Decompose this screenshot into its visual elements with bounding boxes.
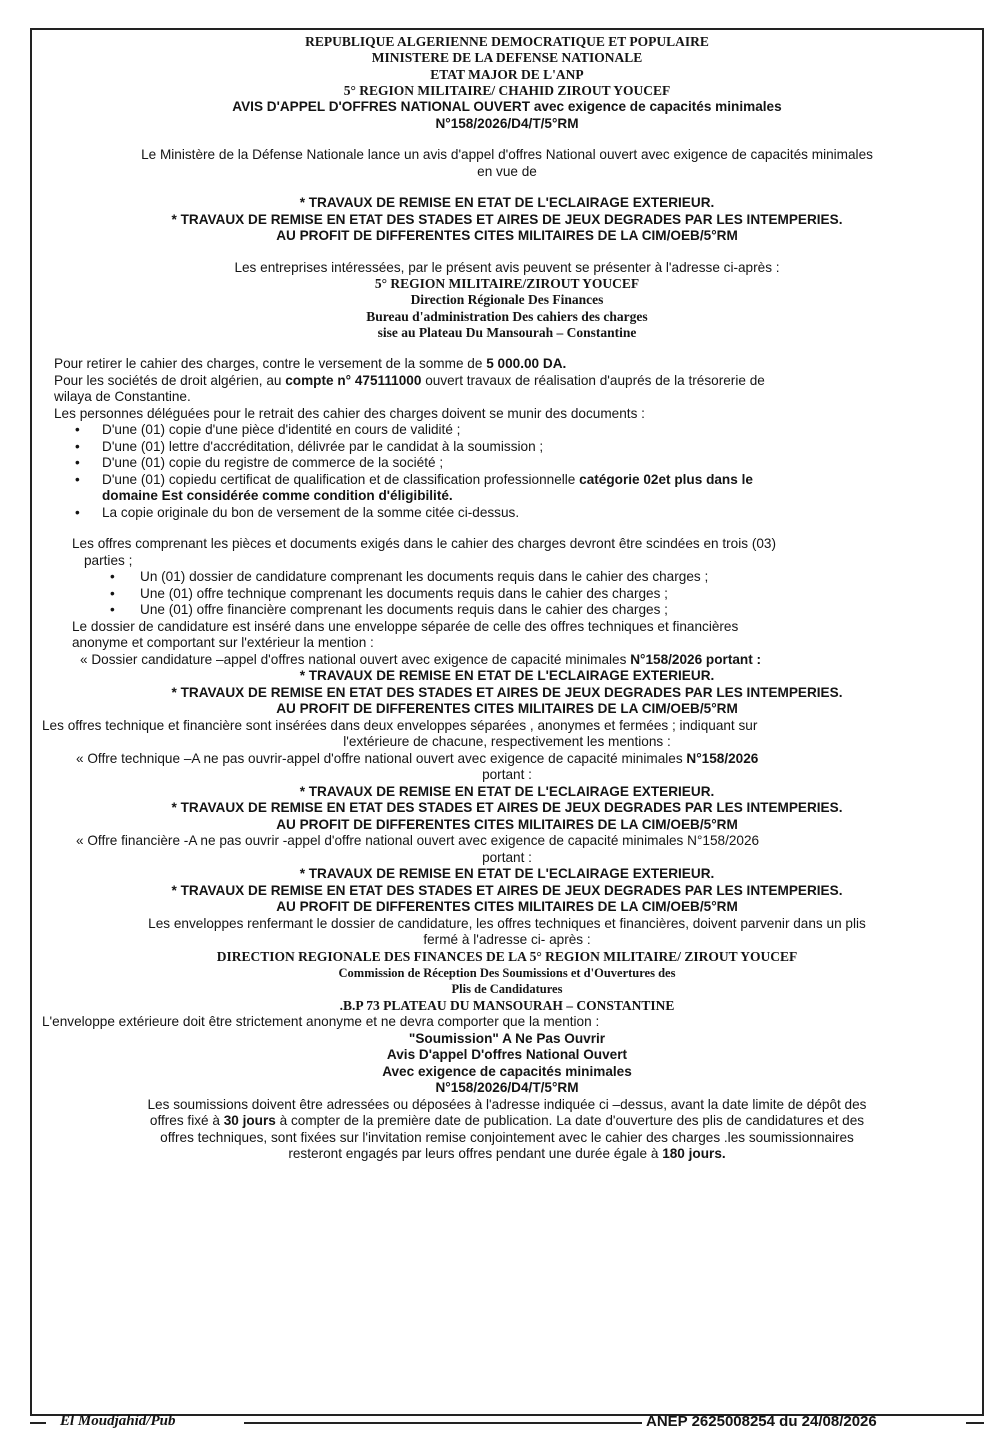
work-item: * TRAVAUX DE REMISE EN ETAT DES STADES ET AIRES DE JEUX DEGRADES PAR LES INTEMPERIES. — [171, 211, 843, 227]
list-item: • Une (01) offre financière comprenant les documents requis dans le cahier des charges ; — [140, 602, 972, 619]
tech-mention: « Offre technique –A ne pas ouvrir-appel d'offre national ouvert avec exigence de capacité minimales — [76, 750, 687, 766]
envelopes-delivery: fermé à l'adresse ci- après : — [423, 932, 591, 948]
notice-content — [42, 34, 972, 1163]
intro-line: Le Ministère de la Défense Nationale lance un avis d'appel d'offres National ouvert avec exigence de capacités minimales — [141, 147, 873, 163]
address-intro: Les entreprises intéressées, par le présent avis peuvent se présenter à l'adresse ci-après : — [234, 259, 780, 275]
address-location: sise au Plateau Du Mansourah – Constantine — [377, 325, 637, 341]
footer — [30, 1412, 984, 1434]
header-region: 5° REGION MILITAIRE/ CHAHID ZIROUT YOUCEF — [343, 82, 671, 98]
account-wilaya: wilaya de Constantine. — [54, 389, 191, 405]
footer-rule — [30, 1422, 46, 1424]
list-item: • D'une (01) copie du registre de commerce de la société ; — [102, 455, 972, 472]
intro-line: en vue de — [477, 163, 537, 179]
fin-portant: portant : — [482, 849, 532, 865]
delegates-text: Les personnes déléguées pour le retrait des cahier des charges doivent se munir des documents : — [54, 405, 645, 421]
list-item-text: D'une (01) copiedu certificat de qualification et de classification professionnelle — [102, 471, 580, 487]
closing-text: Les soumissions doivent être adressées ou déposées à l'adresse indiquée ci –dessus, avant la date limite de dépôt des — [147, 1096, 867, 1112]
dossier-reference: N°158/2026 portant : — [630, 651, 762, 667]
list-item-bold: domaine Est considérée comme condition d'éligibilité. — [102, 488, 453, 504]
work-item: * TRAVAUX DE REMISE EN ETAT DE L'ECLAIRAGE EXTERIEUR. — [299, 866, 715, 882]
footer-publication: El Moudjahid/Pub — [60, 1413, 176, 1429]
mention-line: "Soumission" A Ne Pas Ouvrir — [408, 1030, 606, 1046]
address-direction: Direction Régionale Des Finances — [410, 292, 604, 308]
offers-intro: parties ; — [84, 552, 133, 568]
delivery-bp: .B.P 73 PLATEAU DU MANSOURAH – CONSTANTINE — [339, 997, 675, 1013]
header-republic: REPUBLIQUE ALGERIENNE DEMOCRATIQUE ET POPULAIRE — [305, 34, 709, 49]
account-number: 475111000 — [351, 372, 422, 388]
outer-envelope-text: L'enveloppe extérieure doit être strictement anonyme et ne devra comporter que la mention : — [42, 1014, 600, 1030]
list-item — [102, 472, 972, 505]
closing-text: resteront engagés par leurs offres pendant une durée égale à — [288, 1146, 663, 1162]
fin-mention: « Offre financière -A ne pas ouvrir -appel d'offre national ouvert avec exigence de capacité minimales N°158/2026 — [76, 833, 760, 849]
dossier-text: anonyme et comportant sur l'extérieur la mention : — [72, 635, 374, 651]
work-beneficiary: AU PROFIT DE DIFFERENTES CITES MILITAIRES DE LA CIM/OEB/5°RM — [276, 899, 738, 915]
payment-amount: 5 000.00 DA. — [486, 356, 567, 372]
offers-list — [42, 569, 972, 619]
envelopes-delivery: Les enveloppes renfermant le dossier de candidature, les offres techniques et financières, doivent parvenir dans un plis — [148, 915, 866, 931]
header-reference: N°158/2026/D4/T/5°RM — [435, 115, 579, 131]
work-item: * TRAVAUX DE REMISE EN ETAT DES STADES ET AIRES DE JEUX DEGRADES PAR LES INTEMPERIES. — [171, 882, 843, 898]
tech-portant: portant : — [482, 767, 532, 783]
list-item: • Un (01) dossier de candidature comprenant les documents requis dans le cahier des charges ; — [140, 569, 972, 586]
documents-list — [42, 422, 972, 521]
envelopes-text: l'extérieure de chacune, respectivement les mentions : — [343, 734, 671, 750]
work-item: * TRAVAUX DE REMISE EN ETAT DES STADES ET AIRES DE JEUX DEGRADES PAR LES INTEMPERIES. — [171, 800, 843, 816]
footer-rule — [966, 1422, 984, 1424]
list-item: • D'une (01) copie d'une pièce d'identité en cours de validité ; — [102, 422, 972, 439]
work-item: * TRAVAUX DE REMISE EN ETAT DE L'ECLAIRAGE EXTERIEUR. — [299, 668, 715, 684]
footer-anep-reference: ANEP 2625008254 du 24/08/2026 — [646, 1413, 877, 1430]
list-item: • Une (01) offre technique comprenant les documents requis dans le cahier des charges ; — [140, 586, 972, 603]
closing-text: à compter de la première date de publication. La date d'ouverture des plis de candidatures et des — [275, 1113, 865, 1129]
footer-rule — [244, 1422, 642, 1424]
envelopes-text: Les offres technique et financière sont insérées dans deux enveloppes séparées , anonymes et fermées ; indiquant sur — [42, 717, 758, 733]
work-item: * TRAVAUX DE REMISE EN ETAT DE L'ECLAIRAGE EXTERIEUR. — [299, 783, 715, 799]
payment-text: Pour retirer le cahier des charges, contre le versement de la somme de — [54, 356, 487, 372]
mention-line: Avis D'appel D'offres National Ouvert — [386, 1047, 628, 1063]
work-beneficiary: AU PROFIT DE DIFFERENTES CITES MILITAIRES DE LA CIM/OEB/5°RM — [276, 701, 738, 717]
dossier-text: Le dossier de candidature est inséré dans une enveloppe séparée de celle des offres techniques et financières — [72, 618, 739, 634]
list-item-bold: catégorie 02et plus dans le — [579, 471, 753, 487]
offers-intro: Les offres comprenant les pièces et documents exigés dans le cahier des charges devront être scindées en trois (03) — [72, 536, 776, 552]
mention-reference: N°158/2026/D4/T/5°RM — [435, 1080, 579, 1096]
mention-line: Avec exigence de capacités minimales — [382, 1063, 632, 1079]
delivery-direction: DIRECTION REGIONALE DES FINANCES DE LA 5° REGION MILITAIRE/ ZIROUT YOUCEF — [216, 948, 798, 964]
list-item: • La copie originale du bon de versement de la somme citée ci-dessus. — [102, 505, 972, 522]
closing-text: offres fixé à — [149, 1113, 224, 1129]
header-notice-title: AVIS D'APPEL D'OFFRES NATIONAL OUVERT avec exigence de capacités minimales — [232, 99, 782, 115]
address-region: 5° REGION MILITAIRE/ZIROUT YOUCEF — [374, 276, 640, 292]
list-item: • D'une (01) lettre d'accréditation, délivrée par le candidat à la soumission ; — [102, 439, 972, 456]
delivery-commission: Commission de Réception Des Soumissions et d'Ouvertures des — [338, 966, 676, 981]
delivery-commission: Plis de Candidatures — [451, 982, 563, 997]
closing-deadline: 30 jours — [223, 1113, 276, 1129]
tech-reference: N°158/2026 — [686, 750, 759, 766]
payment-paragraph — [42, 356, 972, 422]
closing-text: offres techniques, sont fixées sur l'invitation remise conjointement avec le cahier des charges .les soumissionnaires — [160, 1129, 854, 1145]
header-staff: ETAT MAJOR DE L'ANP — [430, 66, 584, 82]
account-label: compte n° — [285, 372, 352, 388]
account-text: ouvert travaux de réalisation d'auprés de la trésorerie de — [421, 372, 765, 388]
header-ministry: MINISTERE DE LA DEFENSE NATIONALE — [371, 50, 643, 66]
closing-validity: 180 jours. — [662, 1146, 726, 1162]
work-item: * TRAVAUX DE REMISE EN ETAT DES STADES ET AIRES DE JEUX DEGRADES PAR LES INTEMPERIES. — [171, 684, 843, 700]
address-bureau: Bureau d'administration Des cahiers des charges — [366, 308, 648, 324]
work-item: * TRAVAUX DE REMISE EN ETAT DE L'ECLAIRAGE EXTERIEUR. — [299, 195, 715, 211]
work-beneficiary: AU PROFIT DE DIFFERENTES CITES MILITAIRES DE LA CIM/OEB/5°RM — [276, 228, 738, 244]
dossier-mention: « Dossier candidature –appel d'offres national ouvert avec exigence de capacité minimales — [80, 651, 631, 667]
account-text: Pour les sociétés de droit algérien, au — [54, 372, 286, 388]
work-beneficiary: AU PROFIT DE DIFFERENTES CITES MILITAIRES DE LA CIM/OEB/5°RM — [276, 816, 738, 832]
